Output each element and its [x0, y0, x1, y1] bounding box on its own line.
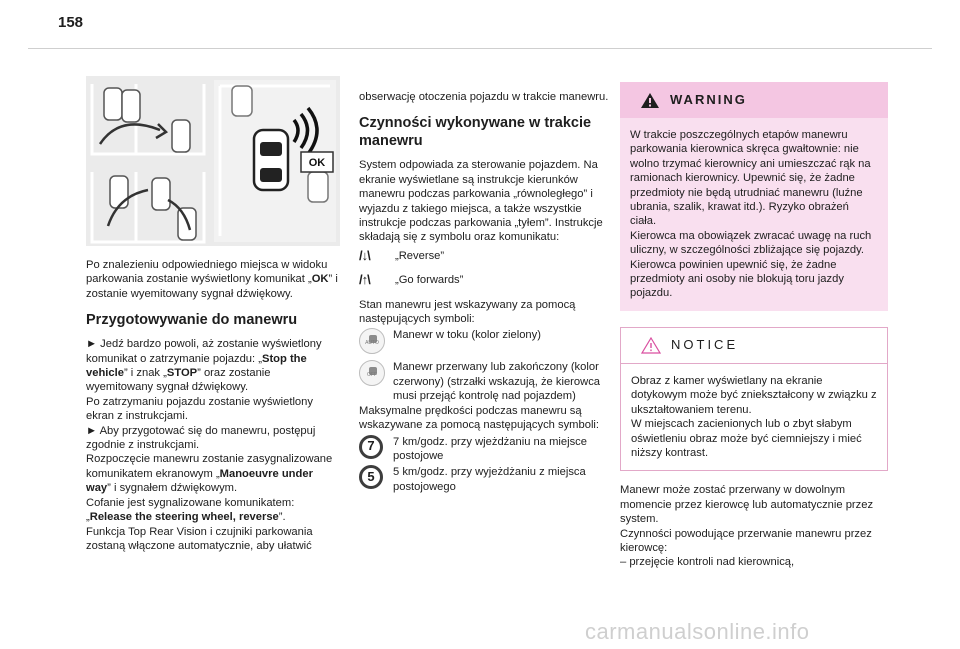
- notice-body: [621, 364, 887, 470]
- page-number: 158: [58, 14, 84, 31]
- speed-5: [359, 465, 615, 494]
- column-2: [359, 90, 615, 494]
- speed-5-text: 5 km/godz. przy wyjeżdżaniu z miejsca postojowego: [393, 466, 586, 493]
- step-follow: ► Aby przygotować się do manewru, postępuj zgodnie z instrukcjami.: [86, 424, 316, 452]
- speed-7-icon: 7: [359, 435, 383, 459]
- state-paragraph: Stan manewru jest wskazywany za pomocą następujących symboli:: [359, 298, 576, 326]
- speed-7-text: 7 km/godz. przy wjeżdżaniu na miejsce postojowe: [393, 435, 588, 462]
- speed-5-icon: 5: [359, 465, 383, 489]
- intro-paragraph: Po znalezieniu odpowiedniego miejsca w widoku parkowania zostanie wyświetlony komunikat „OK” i zostanie wyemitowany sygnał dźwiękowy.: [86, 259, 338, 300]
- interrupt-paragraph: Manewr może zostać przerwany w dowolnym momencie przez kierowcę lub automatycznie przez system.: [620, 484, 874, 526]
- parking-illustration: [86, 76, 340, 246]
- command-forward: [359, 273, 615, 287]
- warning-body: [620, 118, 888, 311]
- state-off: [359, 360, 615, 403]
- notice-text-1: Obraz z kamer wyświetlany na ekranie dotykowym może być zniekształcony w związku z ukształtowaniem terenu.: [631, 374, 877, 416]
- notice-triangle-icon: [641, 337, 661, 354]
- driver-actions-paragraph: Czynności powodujące przerwanie manewru przez kierowcę:: [620, 527, 872, 554]
- step-stop: ► Jedź bardzo powoli, aż zostanie wyświetlony komunikat o zatrzymanie pojazdu: „Stop the vehicle” i znak „STOP” oraz zostanie wyemitowany sygnał dźwiękowy.: [86, 338, 322, 394]
- system-paragraph: System odpowiada za sterowanie pojazdem. Na ekranie wyświetlane są instrukcje kierunków manewru podczas parkowania „równoległego” i wyjazdu z takiego miejsca, a także wszystkie instrukcje podczas parkowania „tyłem”. Instrukcje składają się z symbolu oraz komunikatu:: [359, 159, 603, 244]
- speed-7: [359, 435, 615, 464]
- warning-text-2: Kierowca ma obowiązek zwracać uwagę na ruch uliczny, w szczególności zbliżające się pojazdy.: [630, 229, 872, 257]
- notice-box: [620, 327, 888, 471]
- column-3: [620, 76, 888, 570]
- notice-title: NOTICE: [671, 337, 739, 353]
- column-1: [86, 76, 340, 553]
- state-auto: [359, 328, 615, 354]
- state-off-text: Manewr przerwany lub zakończony (kolor czerwony) (strzałki wskazują, że kierowca musi przejąć kontrolę nad pojazdem): [393, 361, 601, 403]
- watermark: carmanualsonline.info: [585, 619, 810, 644]
- forward-arrow-icon: /↑\: [359, 272, 370, 288]
- forward-label: „Go forwards”: [395, 274, 464, 287]
- reverse-label: „Reverse”: [395, 249, 445, 262]
- top-rear-vision: Funkcja Top Rear Vision i czujniki parkowania zostaną włączone automatycznie, aby ułatwić: [86, 525, 313, 552]
- warning-text-1: W trakcie poszczególnych etapów manewru parkowania kierownica skręca gwałtownie: nie wolno trzymać kierownicy ani umieszczać rąk na ramionach kierownicy. Upewnić się, że żadne przedmioty nie będą utrudniać manewru (luźne ubrania, szalik, krawat itd.). Ryzyko obrażeń ciała.: [630, 129, 871, 228]
- heading-preparation: Przygotowywanie do manewru: [86, 312, 298, 329]
- speed-paragraph: Maksymalne prędkości podczas manewru są wskazywane za pomocą następujących symboli:: [359, 404, 600, 432]
- steering-takeover-item: – przejęcie kontroli nad kierownicą,: [620, 556, 795, 569]
- warning-triangle-icon: [640, 92, 660, 109]
- auto-park-icon: AUTO: [359, 328, 385, 354]
- continued-paragraph: obserwację otoczenia pojazdu w trakcie manewru.: [359, 91, 609, 103]
- warning-text-3: Kierowca powinien upewnić się, że żadne przedmioty ani osoby nie blokują toru jazdy pojazdu.: [630, 258, 844, 300]
- warning-header: [620, 82, 888, 118]
- reverse-arrow-icon: /↓\: [359, 247, 370, 263]
- reverse-message: Cofanie jest sygnalizowane komunikatem: „Release the steering wheel, reverse”.: [86, 496, 295, 524]
- state-auto-text: Manewr w toku (kolor zielony): [393, 329, 541, 342]
- warning-title: WARNING: [670, 91, 747, 107]
- top-divider: [28, 48, 932, 49]
- manoeuvre-start: Rozpoczęcie manewru zostanie zasygnalizowane komunikatem ekranowym „Manoeuvre under way” i sygnałem dźwiękowym.: [86, 453, 333, 495]
- instructions-screen: Po zatrzymaniu pojazdu zostanie wyświetlony ekran z instrukcjami.: [86, 395, 313, 423]
- notice-header: [621, 328, 887, 364]
- ok-label: OK: [308, 157, 326, 169]
- warning-box: [620, 82, 888, 311]
- notice-text-2: W miejscach zacienionych lub o zbyt słabym oświetleniu obraz może być ciemniejszy i mieć niższy kontrast.: [631, 418, 862, 459]
- command-reverse: [359, 249, 615, 263]
- heading-actions: Czynności wykonywane w trakcie manewru: [359, 115, 592, 150]
- off-park-icon: OFF: [359, 360, 385, 386]
